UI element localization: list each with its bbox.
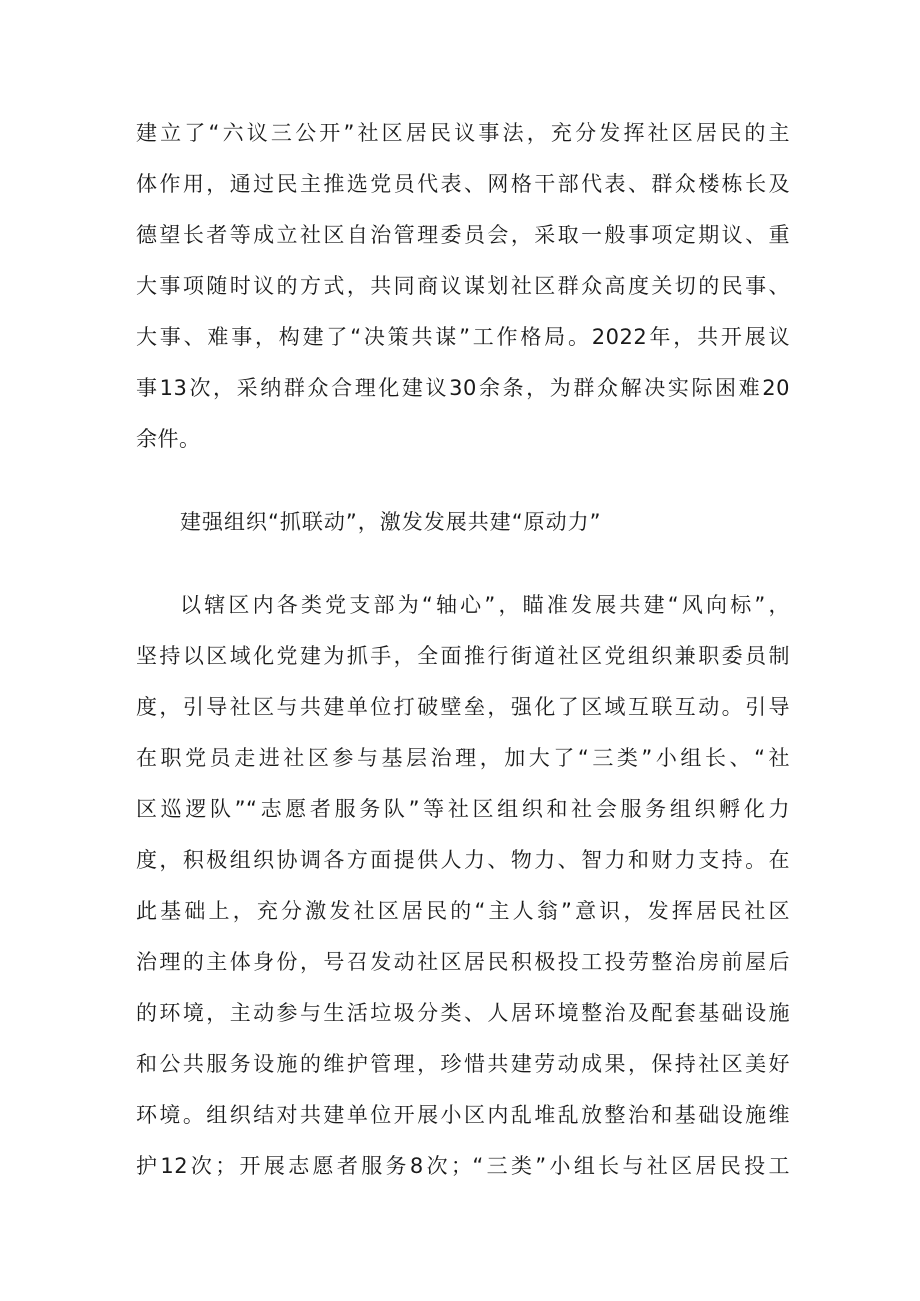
paragraph-2-line: 的环境，主动参与生活垃圾分类、人居环境整治及配套基础设施 <box>136 1001 790 1025</box>
paragraph-1-line: 德望长者等成立社区自治管理委员会，采取一般事项定期议、重 <box>136 223 790 247</box>
paragraph-1-line: 建立了“六议三公开”社区居民议事法，充分发挥社区居民的主 <box>136 121 790 145</box>
paragraph-2-line: 环境。组织结对共建单位开展小区内乱堆乱放整治和基础设施维 <box>136 1103 790 1127</box>
paragraph-2-line: 度，积极组织协调各方面提供人力、物力、智力和财力支持。在 <box>136 848 790 872</box>
paragraph-2-line: 区巡逻队”“志愿者服务队”等社区组织和社会服务组织孵化力 <box>136 797 790 821</box>
paragraph-1-line: 大事、难事，构建了“决策共谋”工作格局。2022年，共开展议 <box>136 325 790 349</box>
paragraph-2-line: 治理的主体身份，号召发动社区居民积极投工投劳整治房前屋后 <box>136 950 790 974</box>
paragraph-2-line: 在职党员走进社区参与基层治理，加大了“三类”小组长、“社 <box>136 746 790 770</box>
paragraph-1-line: 事13次，采纳群众合理化建议30余条，为群众解决实际困难20 <box>136 376 790 400</box>
paragraph-2-line: 和公共服务设施的维护管理，珍惜共建劳动成果，保持社区美好 <box>136 1052 790 1076</box>
section-heading: 建强组织“抓联动”，激发发展共建“原动力” <box>180 510 602 534</box>
paragraph-2-line: 护12次；开展志愿者服务8次；“三类”小组长与社区居民投工 <box>136 1154 790 1178</box>
paragraph-2-line: 度，引导社区与共建单位打破壁垒，强化了区域互联互动。引导 <box>136 695 790 719</box>
paragraph-2-line: 以辖区内各类党支部为“轴心”，瞄准发展共建“风向标”， <box>180 593 790 617</box>
paragraph-1-line: 余件。 <box>136 427 201 451</box>
paragraph-2-line: 此基础上，充分激发社区居民的“主人翁”意识，发挥居民社区 <box>136 899 790 923</box>
paragraph-2-line: 坚持以区域化党建为抓手，全面推行街道社区党组织兼职委员制 <box>136 644 790 668</box>
paragraph-1-line: 体作用，通过民主推选党员代表、网格干部代表、群众楼栋长及 <box>136 172 790 196</box>
paragraph-1-line: 大事项随时议的方式，共同商议谋划社区群众高度关切的民事、 <box>136 274 790 298</box>
